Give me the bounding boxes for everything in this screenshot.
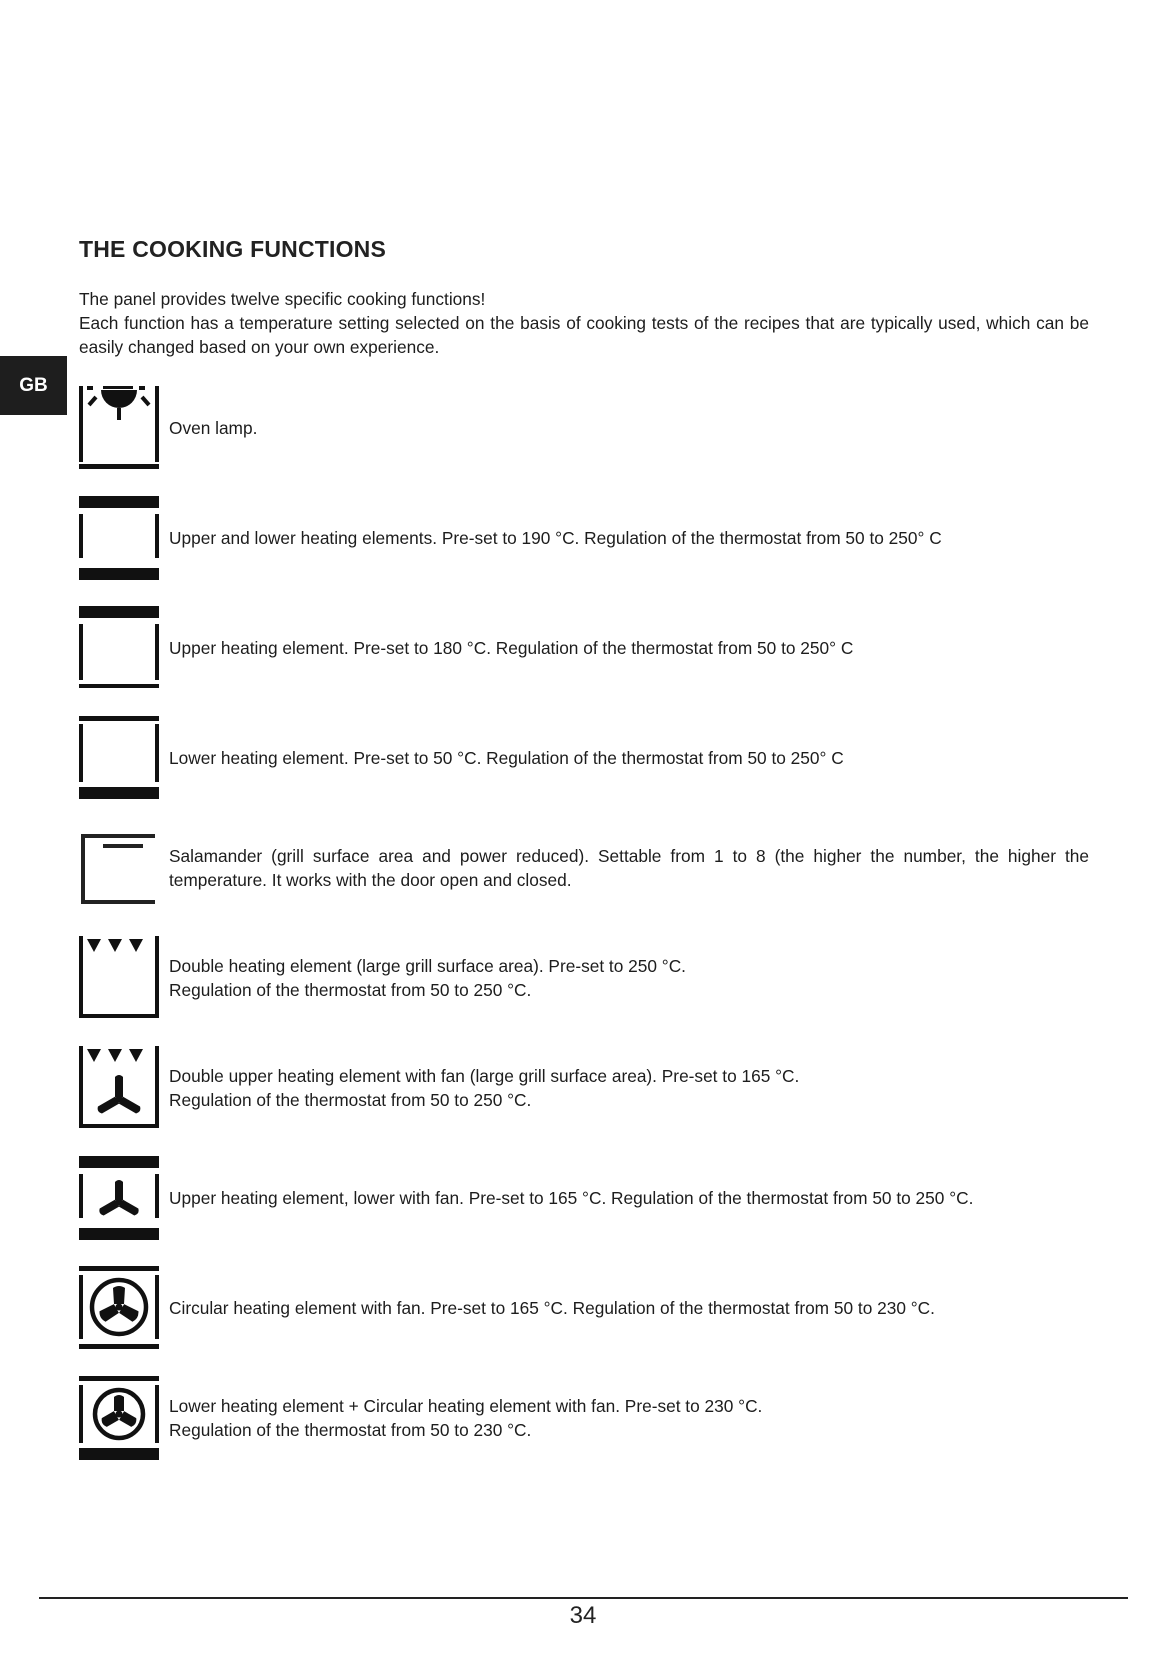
function-text: Regulation of the thermostat from 50 to 230 °C. — [169, 1420, 532, 1440]
function-description — [169, 826, 1089, 910]
function-description — [169, 1376, 1089, 1460]
page-title: THE COOKING FUNCTIONS — [79, 236, 387, 262]
function-description — [169, 936, 1089, 1020]
function-text: Double upper heating element with fan (large grill surface area). Pre-set to 165 °C. — [169, 1066, 800, 1086]
upper-heating-fan-icon — [79, 1156, 159, 1240]
upper-heating-icon — [79, 606, 159, 690]
function-row-upper — [79, 606, 1089, 690]
salamander-icon — [79, 826, 159, 910]
function-text: Upper and lower heating elements. Pre-set to 190 °C. Regulation of the thermostat from 50 to 250° C — [169, 528, 942, 548]
lower-circular-fan-icon — [79, 1376, 159, 1460]
function-description — [169, 386, 1089, 470]
double-grill-icon — [79, 936, 159, 1020]
intro-line-2: Each function has a temperature setting selected on the basis of cooking tests of the recipes that are typically used, which can be easily changed based on your own experience. — [79, 313, 1089, 357]
oven-lamp-icon — [79, 386, 159, 470]
function-text: Upper heating element, lower with fan. Pre-set to 165 °C. Regulation of the thermostat from 50 to 250 °C. — [169, 1188, 974, 1208]
function-text: Double heating element (large grill surface area). Pre-set to 250 °C. — [169, 956, 686, 976]
function-text: Regulation of the thermostat from 50 to 250 °C. — [169, 980, 532, 1000]
lower-heating-icon — [79, 716, 159, 800]
function-text: Oven lamp. — [169, 418, 258, 438]
footer-divider — [39, 1597, 1128, 1599]
function-text: Regulation of the thermostat from 50 to 250 °C. — [169, 1090, 532, 1110]
function-text: Lower heating element + Circular heating element with fan. Pre-set to 230 °C. — [169, 1396, 763, 1416]
function-description — [169, 1156, 1089, 1240]
function-row-oven-lamp — [79, 386, 1089, 470]
function-row-circular-fan — [79, 1266, 1089, 1350]
function-description — [169, 716, 1089, 800]
function-row-upper-fan — [79, 1156, 1089, 1240]
function-description — [169, 606, 1089, 690]
language-tab: GB — [0, 356, 67, 415]
upper-lower-heating-icon — [79, 496, 159, 580]
function-row-lower-circular-fan — [79, 1376, 1089, 1460]
function-text: Upper heating element. Pre-set to 180 °C. Regulation of the thermostat from 50 to 250° C — [169, 638, 854, 658]
intro-text — [79, 287, 1089, 359]
function-row-double-grill — [79, 936, 1089, 1020]
function-description — [169, 496, 1089, 580]
function-row-double-grill-fan — [79, 1046, 1089, 1130]
function-row-upper-lower — [79, 496, 1089, 580]
page-number: 34 — [569, 1602, 597, 1629]
function-description — [169, 1266, 1089, 1350]
function-row-salamander — [79, 826, 1089, 910]
double-grill-fan-icon — [79, 1046, 159, 1130]
function-text: Salamander (grill surface area and power reduced). Settable from 1 to 8 (the higher the number, the higher the temperature. It works with the door open and closed. — [169, 846, 1089, 890]
function-description — [169, 1046, 1089, 1130]
function-row-lower — [79, 716, 1089, 800]
function-text: Lower heating element. Pre-set to 50 °C. Regulation of the thermostat from 50 to 250° C — [169, 748, 844, 768]
intro-line-1: The panel provides twelve specific cooking functions! — [79, 289, 486, 309]
function-text: Circular heating element with fan. Pre-set to 165 °C. Regulation of the thermostat from 50 to 230 °C. — [169, 1298, 935, 1318]
circular-fan-icon — [79, 1266, 159, 1350]
